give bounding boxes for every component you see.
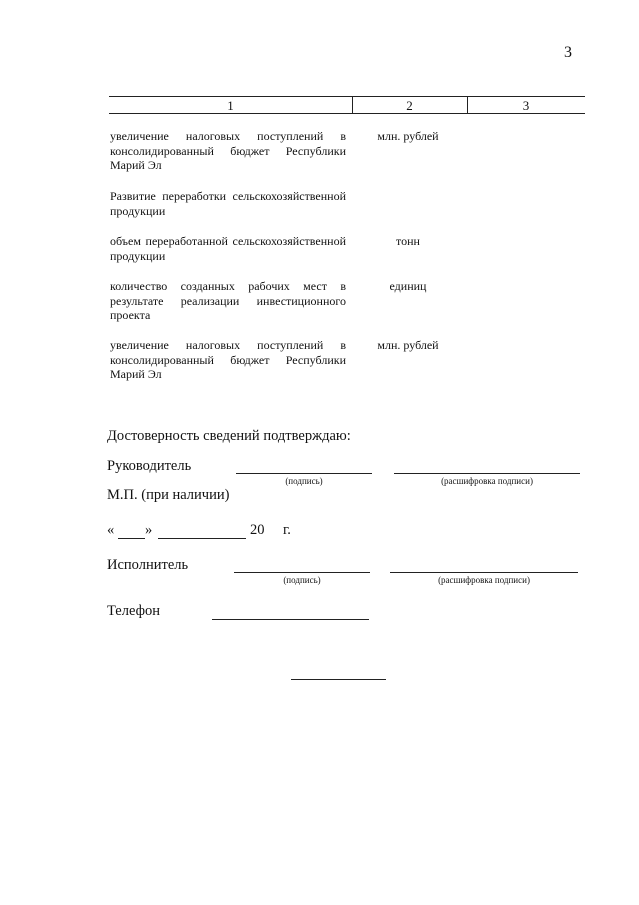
- head-signature-line: [236, 473, 372, 474]
- confirmation-heading: Достоверность сведений подтверждаю:: [107, 428, 351, 444]
- row-unit: млн. рублей: [377, 129, 439, 143]
- stamp-label: М.П. (при наличии): [107, 487, 230, 503]
- date-open-quote: «: [107, 522, 115, 538]
- table-top-rule: [109, 96, 585, 97]
- row-unit: тонн: [396, 234, 420, 248]
- head-signature-caption: (подпись): [285, 476, 323, 486]
- column-header-2: 2: [406, 98, 413, 113]
- executor-label: Исполнитель: [107, 557, 189, 573]
- column-header-1: 1: [227, 98, 234, 113]
- day-blank: [118, 538, 145, 539]
- column-header-3: 3: [522, 98, 530, 113]
- year-prefix: 20: [250, 522, 265, 538]
- row-unit: млн. рублей: [377, 338, 439, 352]
- executor-signature-caption: (подпись): [283, 575, 321, 585]
- date-close-quote: »: [145, 522, 153, 538]
- row-unit: единиц: [389, 279, 427, 293]
- executor-decode-line: [390, 572, 578, 573]
- year-suffix: г.: [283, 522, 291, 538]
- head-decode-caption: (расшифровка подписи): [441, 476, 533, 486]
- phone-blank: [212, 619, 369, 620]
- page-number: 3: [564, 44, 572, 61]
- row-indicator-text: увеличение налоговых поступлений в консолидированный бюджет Республики Марий Эл: [110, 129, 346, 172]
- executor-decode-caption: (расшифровка подписи): [438, 575, 530, 585]
- month-blank: [158, 538, 246, 539]
- head-label: Руководитель: [107, 458, 192, 474]
- executor-signature-line: [234, 572, 370, 573]
- row-section-heading: Развитие переработки сельскохозяйственной продукции: [110, 189, 346, 218]
- row-indicator-text: увеличение налоговых поступлений в консолидированный бюджет Республики Марий Эл: [110, 338, 346, 381]
- head-decode-line: [394, 473, 580, 474]
- row-indicator-text: количество созданных рабочих мест в результате реализации инвестиционного проекта: [110, 279, 346, 322]
- phone-label: Телефон: [107, 603, 160, 619]
- row-indicator-text: объем переработанной сельскохозяйственной продукции: [110, 234, 346, 263]
- end-rule: [291, 679, 386, 680]
